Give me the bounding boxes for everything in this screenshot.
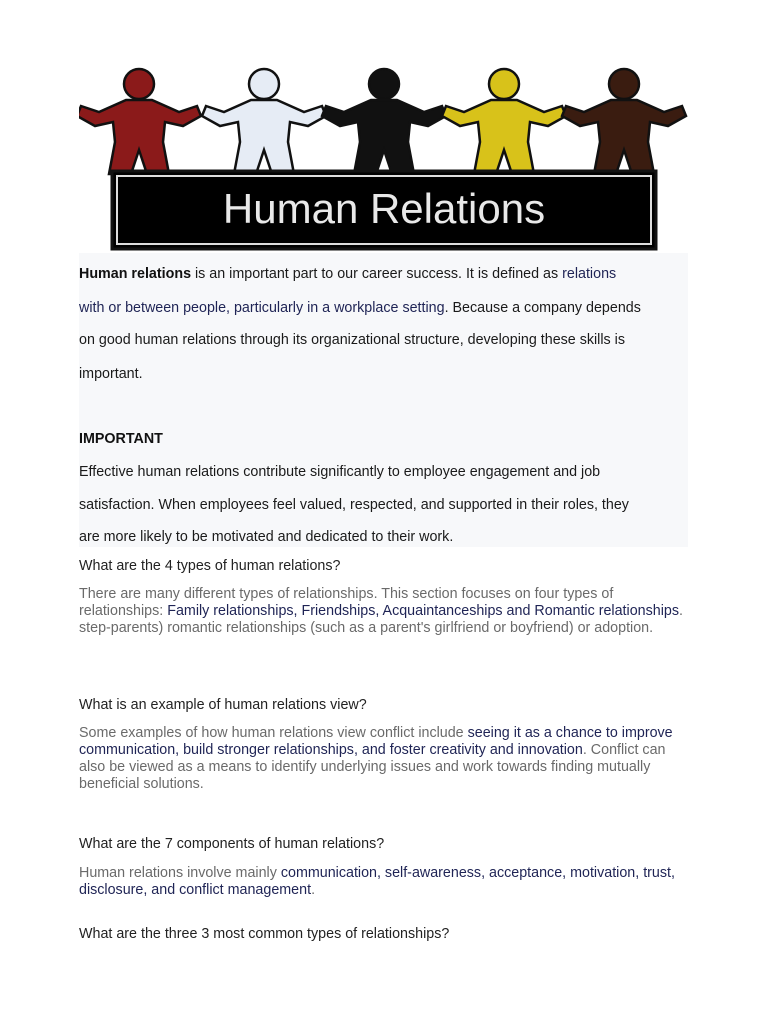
question-4: What are the three 3 most common types of relationships? <box>79 926 450 942</box>
banner-title: Human Relations <box>222 185 546 232</box>
figure-black <box>322 69 446 174</box>
answer-1-highlight[interactable]: Family relationships, Friendships, Acquaintanceships and Romantic relationships <box>167 603 679 619</box>
question-2: What is an example of human relations view? <box>79 697 367 713</box>
question-1: What are the 4 types of human relations? <box>79 558 341 574</box>
answer-3: Human relations involve mainly communication, self-awareness, acceptance, motivation, trust, disclosure, and conflict management. <box>79 865 675 898</box>
paper-doll-illustration <box>79 60 688 253</box>
definition-link[interactable]: relations <box>562 266 617 282</box>
figure-yellow <box>442 69 566 174</box>
definition-link-cont[interactable]: with or between people, particularly in a workplace setting <box>79 300 445 316</box>
answer-3-highlight[interactable]: communication, self-awareness, acceptance, motivation, trust, disclosure, and conflict management <box>79 865 675 898</box>
figure-white <box>202 69 326 174</box>
answer-2: Some examples of how human relations view conflict include seeing it as a chance to improve communication, build stronger relationships, and foster creativity and innovation. Conflict can also be viewed as a means to identify underlying issues and work towards finding mutually beneficial solutions. <box>79 725 673 792</box>
answer-2-highlight[interactable]: seeing it as a chance to improve communication, build stronger relationships, and foster creativity and innovation <box>79 725 673 758</box>
answer-1: There are many different types of relationships. This section focuses on four types of relationships: Family relationships, Friendships, Acquaintanceships and Romantic relationships. step-parents) romantic relationships (such as a parent's girlfriend or boyfriend) or adoption. <box>79 586 683 636</box>
lead-term: Human relations <box>79 266 192 282</box>
important-heading: IMPORTANT <box>79 431 163 447</box>
human-relations-banner <box>79 60 688 253</box>
question-3: What are the 7 components of human relations? <box>79 836 385 852</box>
figure-brown <box>562 69 686 174</box>
figure-red <box>79 69 201 174</box>
